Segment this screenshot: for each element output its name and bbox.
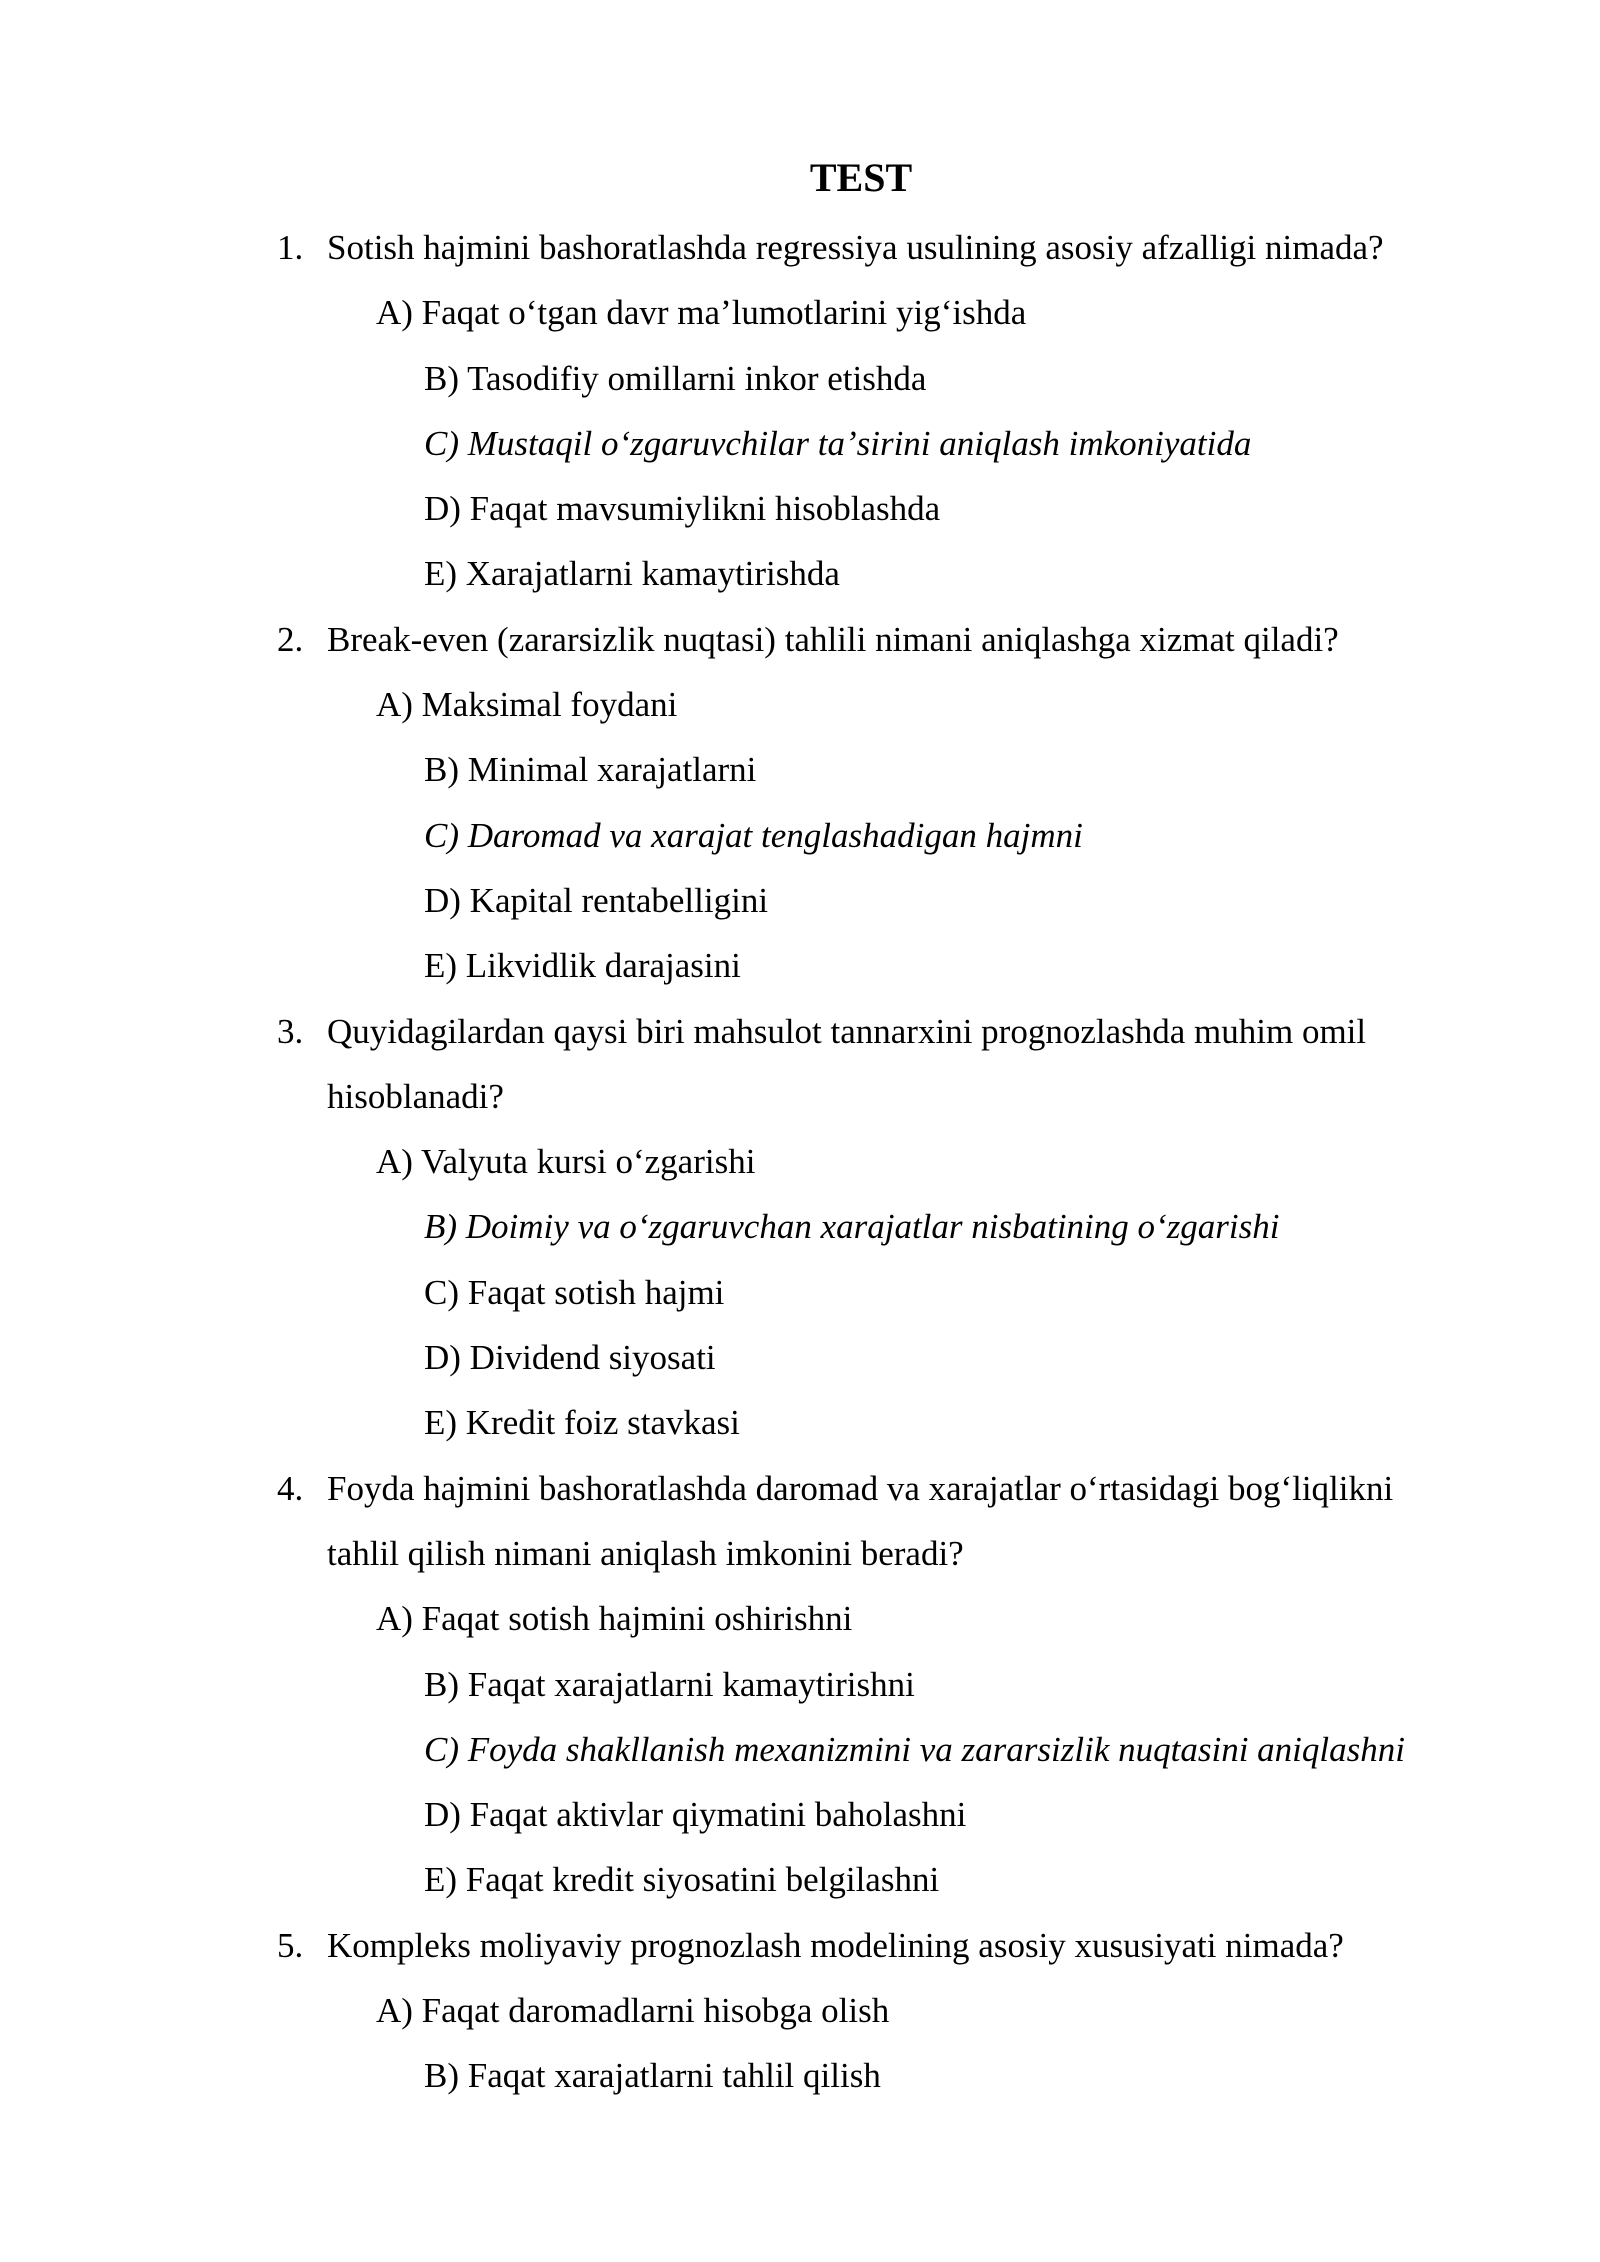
question-line [0,1456,1600,1521]
answer-option-row [0,1325,1600,1390]
answer-option: B) Minimal xarajatlarni [424,750,757,790]
answer-option-row [0,803,1600,868]
question-line [0,999,1600,1064]
answer-option-row [0,1652,1600,1717]
answer-option: A) Faqat oʻtgan davr maʼlumotlarini yigʻishda [376,293,1027,333]
question-text: Sotish hajmini bashoratlashda regressiya usulining asosiy afzalligi nimada? [327,228,1384,267]
question-text: Break-even (zararsizlik nuqtasi) tahlili nimani aniqlashga xizmat qiladi? [327,619,1339,659]
answer-option: B) Faqat xarajatlarni tahlil qilish [424,2056,881,2096]
answer-option: E) Faqat kredit siyosatini belgilashni [424,1860,940,1900]
answer-option: E) Likvidlik darajasini [424,946,741,986]
question-text: tahlil qilish nimani aniqlash imkonini beradi? [327,1533,964,1573]
question-line [0,215,1600,280]
answer-option-row [0,346,1600,411]
question-text: Quyidagilardan qaysi biri mahsulot tannarxini prognozlashda muhim omil [327,1011,1367,1051]
answer-option: D) Kapital rentabelligini [424,880,769,920]
answer-option-row [0,933,1600,998]
question-number: 5. [277,1925,304,1965]
answer-option-row [0,411,1600,476]
answer-option: E) Kredit foiz stavkasi [424,1403,740,1443]
answer-option-row [0,1194,1600,1259]
answer-option-correct: C) Daromad va xarajat tenglashadigan hajmni [424,815,1083,855]
question-text: Kompleks moliyaviy prognozlash modelining asosiy xususiyati nimada? [327,1925,1344,1965]
answer-option-row [0,1260,1600,1325]
answer-option: A) Maksimal foydani [376,685,678,725]
answer-option: B) Faqat xarajatlarni kamaytirishni [424,1664,915,1704]
question-number: 4. [277,1468,304,1508]
question-line [0,1913,1600,1978]
answer-option-row [0,476,1600,541]
answer-option-row [0,1847,1600,1912]
answer-option: D) Dividend siyosati [424,1338,716,1378]
answer-option-row [0,868,1600,933]
answer-option-row [0,1782,1600,1847]
answer-option: C) Faqat sotish hajmi [424,1272,725,1312]
question-number: 3. [277,1011,304,1051]
page-title: TEST [809,155,913,200]
answer-option-row [0,541,1600,606]
answer-option-row [0,1717,1600,1782]
answer-option-row [0,1390,1600,1455]
question-number: 1. [277,228,304,267]
answer-option: B) Tasodifiy omillarni inkor etishda [424,358,927,398]
answer-option: E) Xarajatlarni kamaytirishda [424,554,840,594]
question-list [0,215,1600,2109]
answer-option: D) Faqat aktivlar qiymatini baholashni [424,1795,967,1835]
answer-option-row [0,1129,1600,1194]
question-text: hisoblanadi? [327,1076,504,1116]
question-line [0,1064,1600,1129]
answer-option-row [0,2043,1600,2108]
answer-option: A) Valyuta kursi oʻzgarishi [376,1142,756,1182]
answer-option: A) Faqat daromadlarni hisobga olish [376,1991,890,2031]
answer-option-correct: C) Mustaqil oʻzgaruvchilar taʼsirini aniqlash imkoniyatida [424,423,1252,463]
answer-option: D) Faqat mavsumiylikni hisoblashda [424,489,941,529]
question-number: 2. [277,619,304,659]
answer-option-correct: B) Doimiy va oʻzgaruvchan xarajatlar nisbatining oʻzgarishi [424,1207,1280,1247]
answer-option-row [0,737,1600,802]
question-text: Foyda hajmini bashoratlashda daromad va xarajatlar oʻrtasidagi bogʻliqlikni [327,1468,1394,1508]
answer-option-row [0,1586,1600,1651]
question-line [0,607,1600,672]
answer-option-row [0,280,1600,345]
answer-option-correct: C) Foyda shakllanish mexanizmini va zararsizlik nuqtasini aniqlashni [424,1729,1405,1769]
question-line [0,1521,1600,1586]
answer-option-row [0,1978,1600,2043]
answer-option: A) Faqat sotish hajmini oshirishni [376,1599,853,1639]
answer-option-row [0,672,1600,737]
